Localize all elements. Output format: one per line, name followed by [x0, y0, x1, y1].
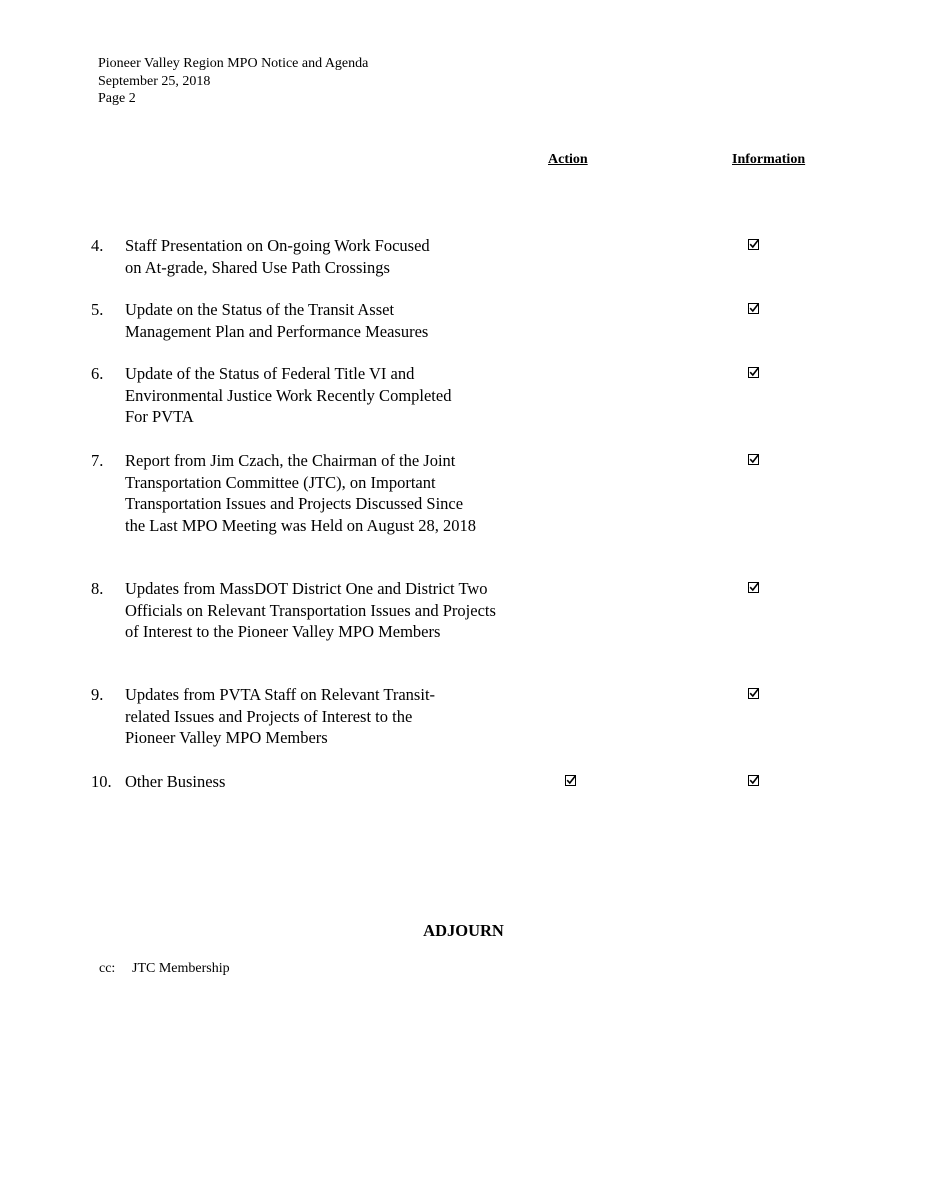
agenda-item-line: Officials on Relevant Transportation Issues and Projects — [125, 600, 496, 620]
cc-label: cc: — [99, 961, 116, 976]
header-title: Pioneer Valley Region MPO Notice and Agenda — [98, 56, 369, 71]
action-checkbox-icon — [565, 775, 576, 786]
information-checkbox-icon — [748, 775, 759, 786]
agenda-item-line: Transportation Issues and Projects Discussed Since — [125, 494, 464, 513]
column-header-information: Information — [732, 152, 806, 167]
agenda-item-line: Updates from MassDOT District One and District Two — [125, 579, 488, 598]
agenda-item-line: Report from Jim Czach, the Chairman of the Joint — [125, 451, 456, 470]
cc-line — [99, 961, 230, 977]
agenda-item-line: Other Business — [125, 772, 226, 791]
agenda-item-text — [125, 578, 555, 643]
agenda-item-line: Staff Presentation on On-going Work Focused — [125, 236, 430, 255]
agenda-item-line: Pioneer Valley MPO Members — [125, 728, 328, 747]
information-checkbox-icon — [748, 367, 759, 378]
agenda-item-line: Management Plan and Performance Measures — [125, 321, 429, 341]
agenda-item-text — [125, 684, 555, 749]
agenda-item-text — [125, 363, 555, 428]
header-page-number: Page 2 — [98, 91, 136, 106]
agenda-item-number: 8. — [91, 579, 104, 598]
page-header — [98, 55, 368, 108]
agenda-item-number: 4. — [91, 236, 104, 255]
information-checkbox-icon — [748, 454, 759, 465]
agenda-item-text — [125, 235, 555, 278]
agenda-item-line: Update of the Status of Federal Title VI and — [125, 364, 415, 383]
information-checkbox-icon — [748, 688, 759, 699]
agenda-item-text — [125, 299, 555, 342]
agenda-item-line: Transportation Committee (JTC), on Important — [125, 472, 436, 492]
agenda-item-line: of Interest to the Pioneer Valley MPO Members — [125, 622, 441, 641]
agenda-item-number: 9. — [91, 685, 104, 704]
agenda-item-line: Updates from PVTA Staff on Relevant Transit- — [125, 685, 436, 704]
agenda-item-number: 10. — [91, 772, 112, 791]
agenda-item-number: 6. — [91, 364, 104, 383]
information-checkbox-icon — [748, 239, 759, 250]
agenda-item-number: 7. — [91, 451, 104, 470]
header-date: September 25, 2018 — [98, 73, 211, 89]
adjourn-heading: ADJOURN — [423, 921, 504, 940]
information-checkbox-icon — [748, 582, 759, 593]
agenda-item-line: Update on the Status of the Transit Asset — [125, 300, 395, 319]
agenda-item-text — [125, 771, 555, 793]
agenda-item-line: on At-grade, Shared Use Path Crossings — [125, 257, 390, 277]
agenda-item-number: 5. — [91, 300, 104, 319]
agenda-item-text — [125, 450, 555, 536]
cc-recipients: JTC Membership — [132, 961, 230, 976]
agenda-item-line: the Last MPO Meeting was Held on August 28, 2018 — [125, 515, 477, 535]
agenda-item-line: related Issues and Projects of Interest to the — [125, 706, 413, 726]
agenda-item-line: For PVTA — [125, 407, 194, 426]
information-checkbox-icon — [748, 303, 759, 314]
agenda-item-line: Environmental Justice Work Recently Completed — [125, 385, 452, 405]
column-header-action: Action — [548, 152, 588, 167]
